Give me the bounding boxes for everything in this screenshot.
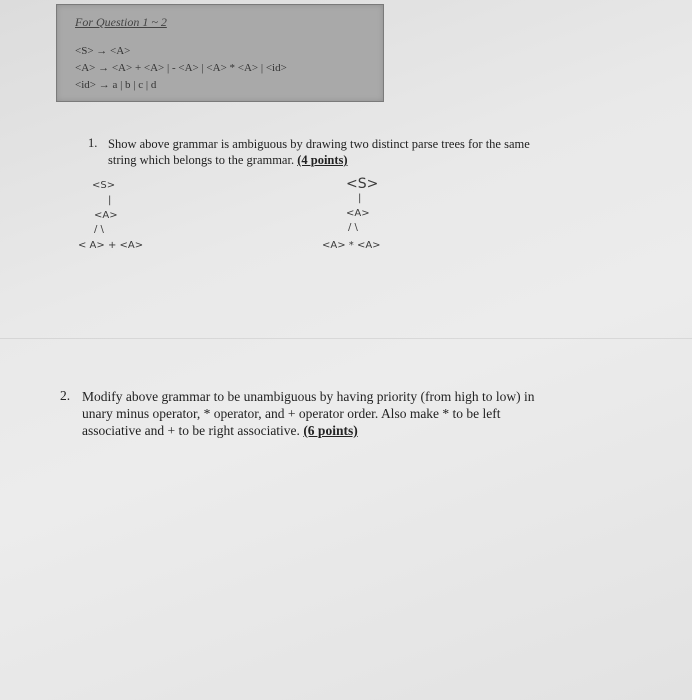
left-tree-bar: | — [108, 195, 112, 206]
right-tree-root: <S> — [346, 176, 379, 192]
question-1-line-2-text: string which belongs to the grammar. — [108, 153, 295, 167]
left-tree-leaves: < A> + <A> — [78, 240, 144, 251]
page-fold-shadow — [0, 338, 692, 339]
grammar-box — [56, 4, 384, 102]
left-tree-root: <S> — [92, 180, 116, 191]
grammar-title: For Question 1 ~ 2 — [75, 15, 167, 29]
grammar-rule-id: <id> → a | b | c | d — [75, 79, 157, 91]
question-1-number: 1. — [88, 136, 98, 150]
question-2-line-1: Modify above grammar to be unambiguous by having priority (from high to low) in — [82, 389, 535, 404]
question-2-number: 2. — [60, 388, 71, 403]
grammar-rule-a: <A> → <A> + <A> | - <A> | <A> * <A> | <id> — [75, 62, 287, 74]
question-1-points: (4 points) — [297, 153, 348, 167]
question-1-line-2 — [108, 152, 348, 168]
right-tree-leaves: <A> * <A> — [322, 240, 381, 251]
left-tree-node: <A> — [94, 210, 118, 221]
grammar-rule-s: <S> → <A> — [75, 45, 131, 57]
question-2-points: (6 points) — [303, 423, 358, 438]
question-2-line-3-text: associative and + to be right associative. — [82, 423, 300, 438]
right-tree-branch: / \ — [348, 222, 358, 233]
left-tree-branch: / \ — [94, 224, 104, 235]
question-2-line-2: unary minus operator, * operator, and + operator order. Also make * to be left — [82, 406, 501, 421]
question-2-line-3 — [82, 422, 358, 439]
right-tree-node: <A> — [346, 208, 370, 219]
question-1-line-1: Show above grammar is ambiguous by drawing two distinct parse trees for the same — [108, 137, 530, 151]
right-tree-bar: | — [358, 193, 362, 204]
